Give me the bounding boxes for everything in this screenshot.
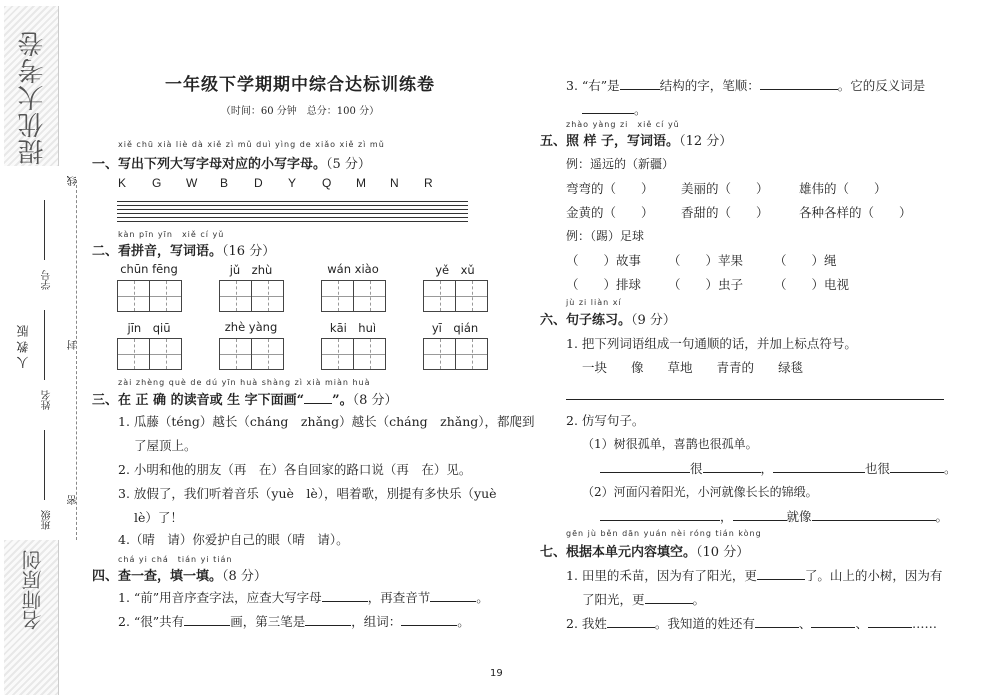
margin-label-mi: 密 — [68, 495, 79, 505]
s7-title: 七、根据本单元内容填空。（10 分） — [540, 545, 750, 560]
s5-row2-a: 金黄的（ ） — [566, 205, 654, 220]
s4-title: 四、查一查，填一填。（8 分） — [92, 569, 267, 584]
s5-row1-b: 美丽的（ ） — [681, 181, 769, 196]
s6-q2: 2. 仿写句子。 — [566, 413, 645, 428]
s4-blank-2[interactable] — [430, 589, 476, 602]
s1-title: 一、写出下列大写字母对应的小写字母。（5 分） — [92, 157, 371, 172]
s5-row3-a: （ ）故事 — [566, 253, 642, 268]
s3-item-2: 2. 小明和他的朋友（再 在）各自回家的路口说（再 在）见。 — [118, 462, 472, 477]
s5-row1-c: 雄伟的（ ） — [799, 181, 887, 196]
s4-item-1: 1. “前”用音序查字法，应查大写字母 ，再查音节 。 — [118, 590, 489, 605]
margin-label-name: 姓名 — [42, 390, 53, 410]
s7-q1: 1. 田里的禾苗，因为有了阳光，更 了。山上的小树，因为有 — [566, 568, 943, 583]
s3-item-3: 3. 放假了，我们听着音乐（yuè lè），唱着歌，別提有多快乐（yuè — [118, 486, 497, 501]
s4-item-2: 2. “很”共有 画，第三笔是 ，组词： 。 — [118, 614, 470, 629]
s5-example-2: 例：（踢）足球 — [566, 229, 645, 243]
s6-blank-2[interactable] — [703, 460, 761, 473]
s2-box-5[interactable] — [117, 338, 182, 370]
s4-item-3-cont: 。 — [582, 100, 647, 118]
margin-label-class: 班级 — [42, 510, 53, 530]
s2-box-1[interactable] — [117, 280, 182, 312]
s2-box-2[interactable] — [219, 280, 284, 312]
margin-label-xian: 线 — [68, 176, 79, 186]
s5-row1-a: 弯弯的（ ） — [566, 181, 654, 196]
margin-label-feng: 封 — [68, 340, 79, 350]
margin-label-xuehao: 学号 — [42, 270, 53, 290]
s2-word-8: yī qián — [431, 321, 479, 335]
s6-pinyin: jù zi liàn xí — [566, 298, 622, 307]
s4-blank-4[interactable] — [305, 613, 351, 626]
s7-blank-1[interactable] — [757, 567, 805, 580]
s6-blank-4[interactable] — [890, 460, 944, 473]
s6-example-2: （2）河面闪着阳光，小河就像长长的锦缎。 — [582, 485, 818, 499]
s7-blank-3[interactable] — [607, 615, 655, 628]
s7-blank-5[interactable] — [811, 615, 855, 628]
s7-q2: 2. 我姓 。我知道的姓还有 、 、 …… — [566, 616, 937, 631]
s6-words: 一块 像 草地 青青的 绿毯 — [582, 360, 804, 375]
name-line — [44, 310, 45, 380]
s7-blank-2[interactable] — [645, 591, 693, 604]
s2-title: 二、看拼音，写词语。（16 分） — [92, 244, 276, 259]
s3-item-1-cont: 了屋顶上。 — [134, 438, 197, 453]
s5-row2-b: 香甜的（ ） — [681, 205, 769, 220]
edition-label: 人 教 版 — [16, 325, 30, 369]
s5-row4-c: （ ）电视 — [774, 277, 850, 292]
s6-title: 六、句子练习。（9 分） — [540, 313, 676, 328]
s6-blank-7[interactable] — [812, 508, 936, 521]
s2-box-4[interactable] — [423, 280, 488, 312]
s1-writing-lines[interactable] — [117, 201, 468, 219]
s6-blank-5[interactable] — [600, 508, 720, 521]
s4-item-3: 3. “右”是 结构的字，笔顺： 。它的反义词是 — [566, 78, 926, 93]
s4-blank-7[interactable] — [760, 77, 838, 90]
xuehao-line — [44, 200, 45, 260]
s5-row4-a: （ ）排球 — [566, 277, 642, 292]
class-line — [44, 430, 45, 500]
top-brand: 提优大考卷 — [18, 30, 48, 165]
s4-blank-6[interactable] — [620, 77, 660, 90]
s3-title: 三、在 正 确 的读音或 生 字下面画“ ”。（8 分） — [92, 393, 398, 408]
s6-blank-1[interactable] — [600, 460, 690, 473]
s7-blank-4[interactable] — [755, 615, 799, 628]
s3-item-3-cont: lè）了！ — [134, 510, 183, 525]
binding-line — [76, 180, 77, 540]
s2-box-6[interactable] — [219, 338, 284, 370]
s2-box-8[interactable] — [423, 338, 488, 370]
s2-word-7: kāi huì — [329, 321, 377, 335]
s2-box-7[interactable] — [321, 338, 386, 370]
s1-pinyin: xiě chū xià liè dà xiě zì mǔ duì yìng de xiǎo xiě zì mǔ — [118, 140, 385, 149]
s5-example-1: 例：遥远的（新疆） — [566, 157, 675, 171]
s6-q1: 1. 把下列词语组成一句通顺的话，并加上标点符号。 — [566, 336, 857, 351]
bottom-brand: 名师原创 — [21, 550, 45, 630]
s2-word-2: jǔ zhù — [229, 263, 273, 277]
s5-row4-b: （ ）虫子 — [668, 277, 744, 292]
s4-blank-3[interactable] — [184, 613, 230, 626]
s5-row3-b: （ ）苹果 — [668, 253, 744, 268]
s3-pinyin: zài zhèng què de dú yīn huà shàng zì xià miàn huà — [118, 378, 371, 387]
s6-imitate-1: 很 ， 也很 。 — [600, 459, 957, 477]
s2-word-3: wán xiào — [327, 262, 379, 276]
s2-word-1: chūn fēng — [120, 262, 178, 276]
s5-row3-c: （ ）绳 — [774, 253, 837, 268]
s7-blank-6[interactable] — [868, 615, 912, 628]
s4-pinyin: chá yi chá tián yi tián — [118, 555, 233, 564]
s1-letters: K G W B D Y Q M N R — [118, 176, 433, 190]
page-number: 19 — [490, 668, 503, 679]
s6-blank-3[interactable] — [773, 460, 865, 473]
s3-item-4: 4.（晴 请）你爱护自己的眼（晴 请）。 — [118, 532, 349, 547]
s2-word-5: jīn qiū — [127, 321, 171, 335]
s6-answer-line-1[interactable] — [566, 398, 944, 400]
s6-example-1: （1）树很孤单，喜鹊也很孤单。 — [582, 437, 758, 451]
s2-box-3[interactable] — [321, 280, 386, 312]
s7-pinyin: gēn jù běn dān yuán nèi róng tián kòng — [566, 529, 762, 538]
s4-blank-8[interactable] — [582, 101, 634, 114]
s2-word-6: zhè yàng — [224, 320, 278, 334]
s7-q1-cont: 了阳光，更 。 — [582, 592, 706, 607]
s5-pinyin: zhào yàng zi xiě cí yǔ — [566, 120, 680, 129]
s6-blank-6[interactable] — [733, 508, 787, 521]
page-subtitle: （时间：60 分钟 总分：100 分） — [220, 106, 380, 117]
page-title: 一年级下学期期中综合达标训练卷 — [165, 75, 435, 95]
s4-blank-1[interactable] — [322, 589, 368, 602]
s5-title: 五、照 样 子，写词语。（12 分） — [540, 134, 733, 149]
s2-word-4: yě xǔ — [435, 263, 475, 277]
s4-blank-5[interactable] — [401, 613, 457, 626]
s2-pinyin: kàn pīn yīn xiě cí yǔ — [118, 230, 225, 239]
s6-imitate-2: ， 就像 。 — [600, 507, 948, 525]
s5-row2-c: 各种各样的（ ） — [799, 205, 912, 220]
s3-item-1: 1. 瓜藤（téng）越长（cháng zhǎng）越长（cháng zhǎng），都爬到 — [118, 414, 535, 429]
